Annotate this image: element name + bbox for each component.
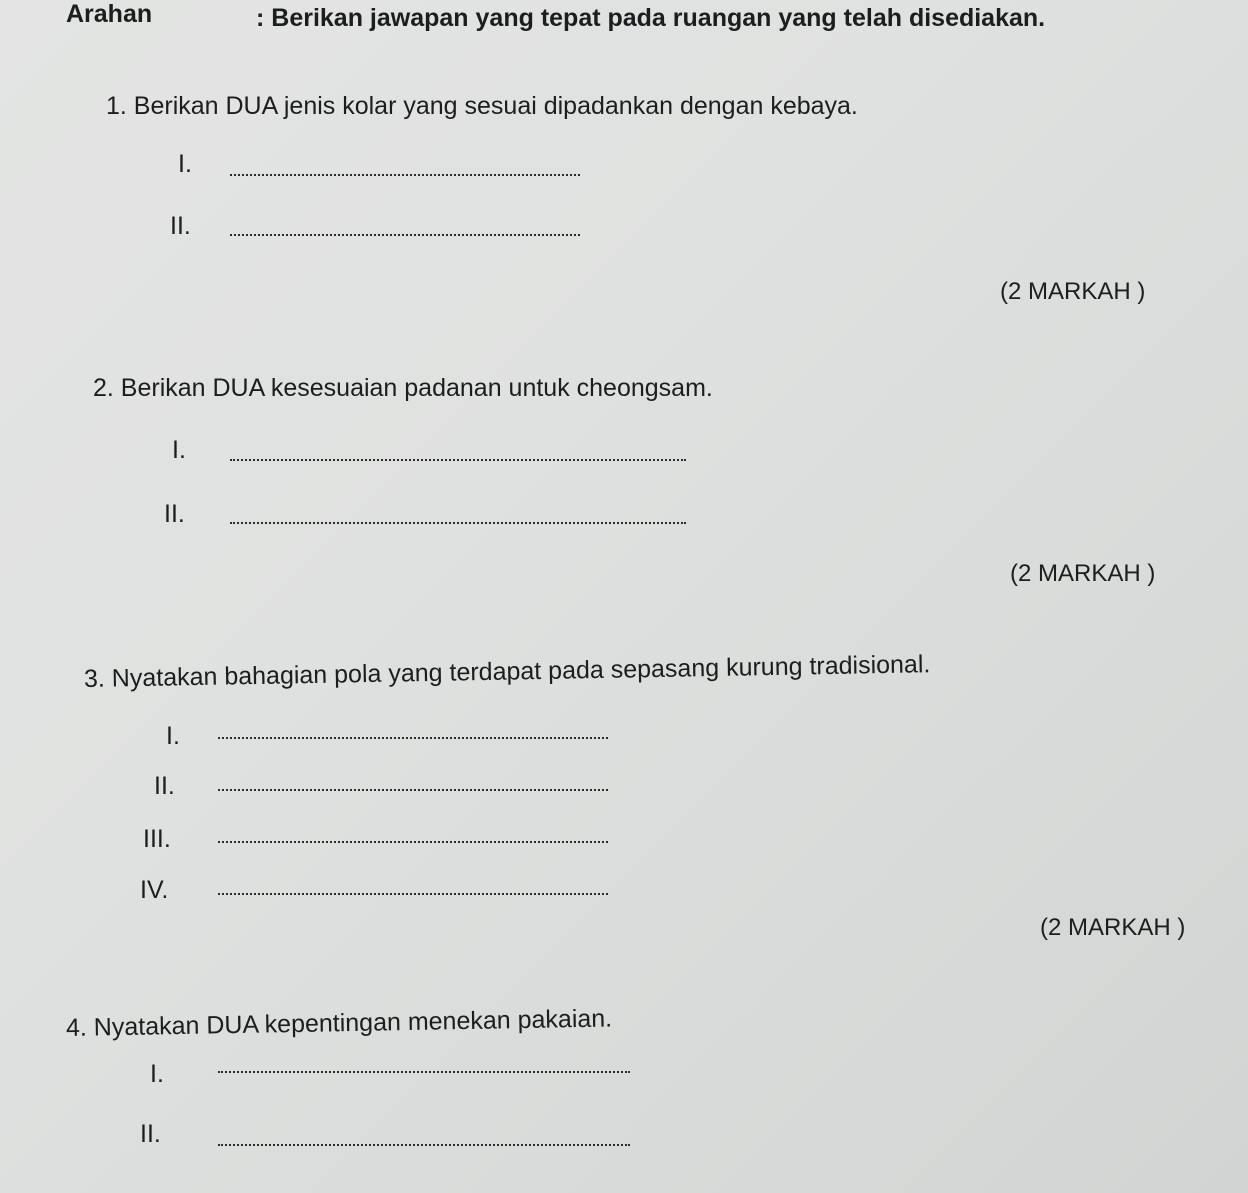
question-3-answer-4-line[interactable] (218, 893, 608, 895)
question-2-item-2-label: II. (164, 500, 185, 528)
question-3-item-4-label: IV. (140, 876, 169, 904)
question-1-text: 1. Berikan DUA jenis kolar yang sesuai dipadankan dengan kebaya. (106, 92, 858, 120)
question-3-answer-3-line[interactable] (218, 841, 608, 843)
question-2-answer-2-line[interactable] (230, 522, 686, 524)
question-1-item-2-label: II. (170, 212, 191, 240)
question-1-item-1-label: I. (178, 150, 192, 178)
instructions-label: Arahan (66, 0, 153, 28)
question-2-item-1-label: I. (172, 436, 186, 464)
question-1-answer-2-line[interactable] (230, 234, 580, 236)
question-3-answer-1-line[interactable] (218, 737, 608, 739)
question-3-marks: (2 MARKAH ) (1040, 914, 1186, 941)
question-4-answer-1-line[interactable] (218, 1071, 630, 1073)
question-3-item-2-label: II. (154, 772, 175, 800)
question-3-answer-2-line[interactable] (218, 789, 608, 791)
question-1-marks: (2 MARKAH ) (1000, 278, 1146, 305)
question-4-item-2-label: II. (140, 1120, 161, 1148)
question-2-marks: (2 MARKAH ) (1010, 560, 1156, 587)
question-3-text: 3. Nyatakan bahagian pola yang terdapat pada sepasang kurung tradisional. (83, 650, 931, 693)
question-2-answer-1-line[interactable] (230, 459, 686, 461)
question-3-item-1-label: I. (166, 722, 180, 750)
question-3-item-3-label: III. (143, 825, 171, 853)
question-1-answer-1-line[interactable] (230, 174, 580, 176)
question-4-text: 4. Nyatakan DUA kepentingan menekan pakaian. (65, 1004, 613, 1042)
instructions-text: : Berikan jawapan yang tepat pada ruangan yang telah disediakan. (256, 4, 1046, 32)
question-2-text: 2. Berikan DUA kesesuaian padanan untuk cheongsam. (93, 374, 713, 402)
question-4-item-1-label: I. (150, 1060, 164, 1088)
question-4-answer-2-line[interactable] (218, 1144, 630, 1146)
